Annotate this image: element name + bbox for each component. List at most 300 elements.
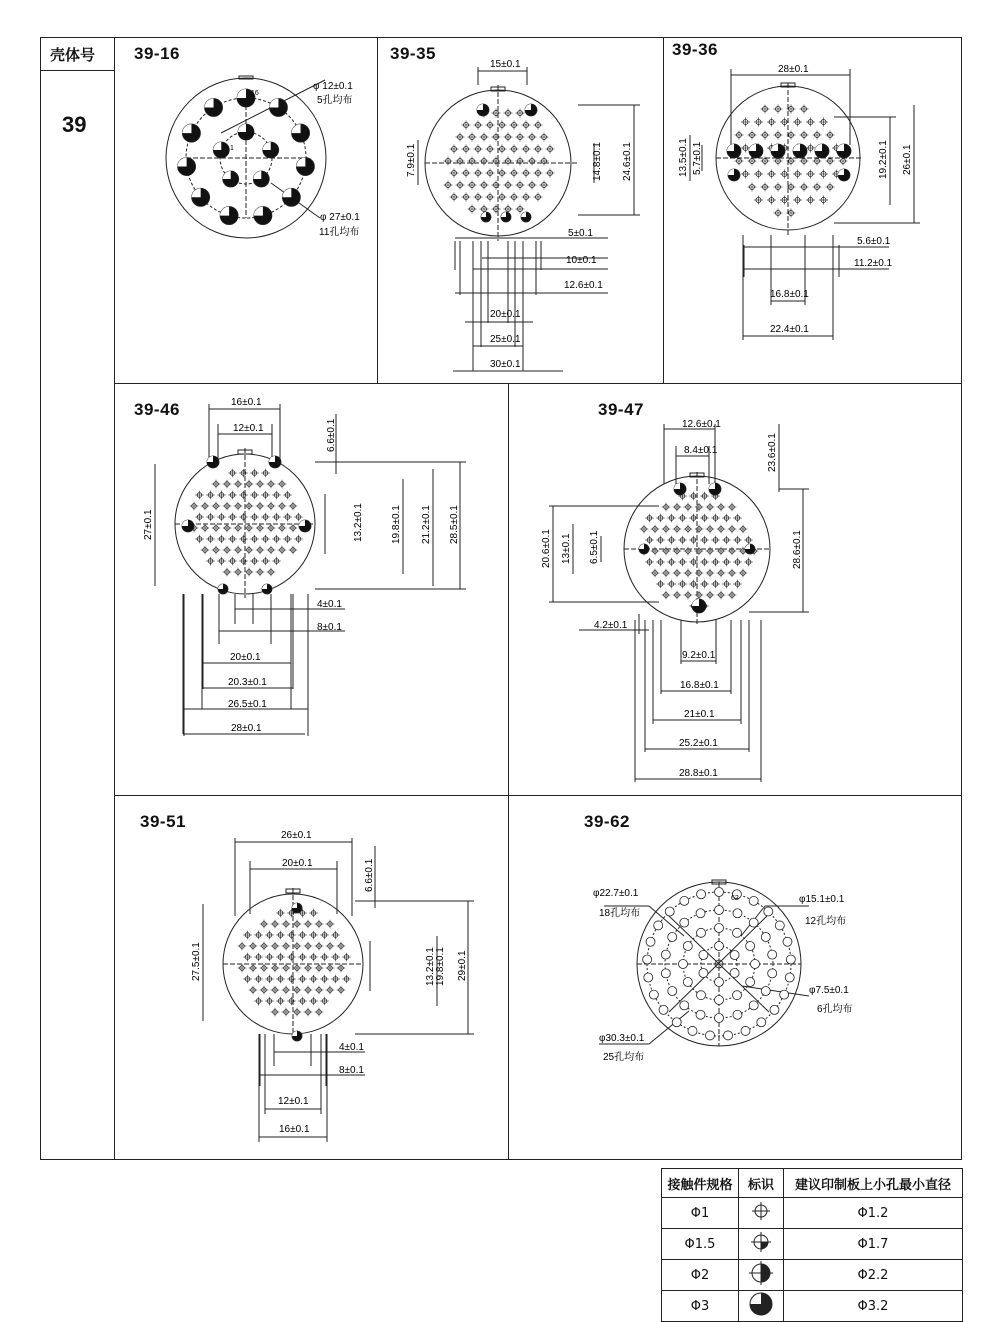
contact-hole	[662, 503, 671, 512]
contact-hole	[645, 514, 654, 523]
contact-hole	[540, 133, 549, 142]
contact-hole	[331, 931, 340, 940]
contact-hole	[269, 99, 287, 117]
contact-hole	[195, 491, 204, 500]
contact-hole	[250, 469, 259, 478]
contact-hole	[269, 456, 281, 468]
contact-hole	[761, 131, 770, 140]
contact-hole	[659, 1005, 668, 1014]
contact-hole	[644, 973, 653, 982]
contact-hole	[695, 503, 704, 512]
contact-hole	[749, 144, 763, 158]
contact-hole	[223, 546, 232, 555]
dim-label: 12.6±0.1	[682, 419, 721, 430]
table-row	[662, 1198, 963, 1229]
contact-hole	[733, 536, 742, 545]
contact-hole	[243, 975, 252, 984]
dim-label: 28±0.1	[231, 723, 262, 734]
contact-hole	[271, 1008, 280, 1017]
contact-hole	[667, 580, 676, 589]
contact-hole	[668, 933, 677, 942]
contact-hole	[697, 890, 706, 899]
contact-hole	[287, 975, 296, 984]
contact-hole	[775, 921, 784, 930]
contact-hole	[695, 547, 704, 556]
contact-hole	[741, 1026, 750, 1035]
contact-hole	[504, 157, 513, 166]
dim-label: 28.6±0.1	[792, 530, 803, 569]
contact-hole	[678, 580, 687, 589]
contact-hole	[722, 580, 731, 589]
contact-hole	[294, 513, 303, 522]
contact-hole	[492, 181, 501, 190]
contact-hole	[267, 524, 276, 533]
contact-hole	[220, 207, 238, 225]
contact-hole	[271, 964, 280, 973]
contact-hole	[774, 131, 783, 140]
contact-symbol-icon	[750, 1231, 772, 1253]
contact-hole	[282, 986, 291, 995]
contact-hole	[223, 502, 232, 511]
contact-hole	[271, 920, 280, 929]
contact-hole	[195, 535, 204, 544]
contact-hole	[516, 205, 525, 214]
dim-label: 20.6±0.1	[541, 529, 552, 568]
contact-hole	[651, 547, 660, 556]
contact-hole	[245, 524, 254, 533]
symbol-cell	[739, 1260, 784, 1291]
contact-hole	[296, 158, 314, 176]
contact-hole	[331, 953, 340, 962]
contact-hole	[256, 546, 265, 555]
contact-hole	[276, 953, 285, 962]
dim-label: 16.8±0.1	[770, 289, 809, 300]
contact-hole	[456, 133, 465, 142]
contact-hole	[444, 181, 453, 190]
contact-hole	[522, 169, 531, 178]
panel-title-39-51: 39-51	[140, 812, 186, 831]
contact-hole	[249, 964, 258, 973]
contact-hole	[287, 953, 296, 962]
dim-label: 25.2±0.1	[679, 738, 718, 749]
contact-hole	[819, 196, 828, 205]
contact-hole	[837, 144, 851, 158]
contact-hole	[522, 121, 531, 130]
contact-hole	[265, 931, 274, 940]
contact-hole	[486, 145, 495, 154]
table-row	[662, 1229, 963, 1260]
contact-hole	[234, 568, 243, 577]
contact-hole	[673, 569, 682, 578]
contact-hole	[309, 997, 318, 1006]
contact-hole	[764, 907, 773, 916]
dim-label: φ30.3±0.1	[599, 1033, 645, 1044]
table-header-row	[662, 1169, 963, 1198]
contact-hole	[206, 491, 215, 500]
contact-hole	[245, 568, 254, 577]
contact-hole	[272, 535, 281, 544]
contact-hole	[813, 183, 822, 192]
contact-hole	[309, 975, 318, 984]
contact-hole	[320, 975, 329, 984]
contact-hole	[292, 1031, 302, 1041]
dim-label: 13.2±0.1	[425, 947, 436, 986]
contact-hole	[528, 133, 537, 142]
dim-label: 20.3±0.1	[228, 677, 267, 688]
contact-hole	[699, 951, 708, 960]
contact-hole	[239, 535, 248, 544]
contact-hole	[178, 158, 196, 176]
header-hole: 建议印制板上小孔最小直径	[784, 1169, 963, 1198]
contact-hole	[320, 931, 329, 940]
contact-hole	[245, 480, 254, 489]
contact-hole	[201, 524, 210, 533]
contact-hole	[645, 558, 654, 567]
contact-hole	[212, 480, 221, 489]
contact-hole	[674, 483, 686, 495]
contact-hole	[486, 169, 495, 178]
contact-hole	[254, 997, 263, 1006]
contact-hole	[256, 502, 265, 511]
dim-label: 28±0.1	[778, 64, 809, 75]
contact-hole	[245, 502, 254, 511]
contact-hole	[450, 169, 459, 178]
dim-label: φ 27±0.1	[320, 212, 360, 223]
contact-hole	[709, 483, 721, 495]
contact-hole	[249, 942, 258, 951]
contact-hole	[667, 514, 676, 523]
contact-hole	[793, 144, 807, 158]
contact-hole	[501, 212, 511, 222]
contact-hole	[212, 502, 221, 511]
contact-hole	[534, 169, 543, 178]
contact-hole	[733, 991, 742, 1000]
contact-hole	[492, 157, 501, 166]
contact-hole	[234, 502, 243, 511]
contact-hole	[540, 181, 549, 190]
contact-hole	[728, 547, 737, 556]
contact-hole	[838, 169, 850, 181]
contact-hole	[649, 990, 658, 999]
contact-hole	[278, 546, 287, 555]
contact-hole	[254, 931, 263, 940]
contact-hole	[673, 547, 682, 556]
contact-hole	[234, 524, 243, 533]
contact-hole	[692, 599, 706, 613]
contact-hole	[684, 547, 693, 556]
contact-hole	[315, 920, 324, 929]
dim-label: 5.7±0.1	[692, 141, 703, 175]
contact-hole	[462, 169, 471, 178]
contact-hole	[761, 987, 770, 996]
contact-hole	[444, 157, 453, 166]
contact-hole	[771, 144, 785, 158]
contact-hole	[748, 131, 757, 140]
contact-hole	[700, 558, 709, 567]
contact-hole	[546, 169, 555, 178]
contact-hole	[534, 121, 543, 130]
panel-title-39-35: 39-35	[390, 44, 436, 63]
contact-hole	[289, 524, 298, 533]
contact-hole	[656, 580, 665, 589]
contact-hole	[212, 524, 221, 533]
dim-label: 27±0.1	[143, 509, 154, 540]
contact-hole	[256, 524, 265, 533]
contact-hole	[715, 888, 724, 897]
contact-hole	[254, 953, 263, 962]
contact-hole	[228, 535, 237, 544]
contact-hole	[711, 514, 720, 523]
hole-cell: Φ3.2	[784, 1291, 963, 1322]
contact-hole	[304, 964, 313, 973]
contact-hole	[700, 580, 709, 589]
contact-hole	[730, 969, 739, 978]
contact-hole	[309, 909, 318, 918]
contact-hole	[654, 921, 663, 930]
contact-hole	[715, 1014, 724, 1023]
contact-hole	[265, 953, 274, 962]
contact-hole	[651, 525, 660, 534]
contact-hole	[250, 535, 259, 544]
dim-label: 8±0.1	[339, 1065, 364, 1076]
contact-hole	[680, 896, 689, 905]
contact-hole	[474, 145, 483, 154]
dim-label: 23.6±0.1	[767, 433, 778, 472]
contact-hole	[456, 157, 465, 166]
contact-hole	[826, 183, 835, 192]
contact-hole	[498, 121, 507, 130]
dim-label: 20±0.1	[282, 858, 313, 869]
contact-hole	[525, 104, 537, 116]
contact-hole	[785, 973, 794, 982]
header-spec: 接触件规格	[662, 1169, 739, 1198]
contact-hole	[217, 513, 226, 522]
contact-hole	[540, 157, 549, 166]
dim-label: 6.5±0.1	[589, 530, 600, 564]
contact-hole	[684, 591, 693, 600]
contact-hole	[182, 520, 194, 532]
contact-hole	[749, 918, 758, 927]
dim-label: 24.6±0.1	[622, 142, 633, 181]
contact-hole	[793, 170, 802, 179]
contact-hole	[741, 170, 750, 179]
contact-hole	[667, 536, 676, 545]
contact-hole	[250, 513, 259, 522]
contact-hole	[309, 953, 318, 962]
contact-hole	[739, 569, 748, 578]
contact-hole	[239, 557, 248, 566]
contact-hole	[250, 491, 259, 500]
contact-hole	[315, 1008, 324, 1017]
contact-hole	[320, 997, 329, 1006]
dim-label: 26±0.1	[902, 144, 913, 175]
connector-39-51	[115, 796, 508, 1160]
contact-hole	[673, 503, 682, 512]
contact-hole	[745, 544, 755, 554]
contact-hole	[217, 535, 226, 544]
header-symbol: 标识	[739, 1169, 784, 1198]
contact-hole	[722, 514, 731, 523]
contact-hole	[267, 480, 276, 489]
contact-hole	[643, 955, 652, 964]
symbol-cell	[739, 1229, 784, 1260]
contact-hole	[304, 1008, 313, 1017]
dim-label: 29±0.1	[457, 950, 468, 981]
contact-hole	[717, 569, 726, 578]
contact-hole	[477, 104, 489, 116]
contact-hole	[462, 145, 471, 154]
contact-hole	[342, 953, 351, 962]
contact-hole	[234, 480, 243, 489]
contact-hole	[498, 169, 507, 178]
contact-hole	[767, 170, 776, 179]
contact-hole	[722, 536, 731, 545]
spec-cell: Φ1.5	[662, 1229, 739, 1260]
contact-hole	[293, 920, 302, 929]
contact-hole	[223, 568, 232, 577]
contact-hole	[700, 536, 709, 545]
connector-39-46	[115, 384, 508, 795]
dim-label: 28.5±0.1	[449, 505, 460, 544]
contact-hole	[304, 920, 313, 929]
contact-hole	[639, 544, 649, 554]
contact-hole	[706, 591, 715, 600]
contact-hole	[462, 193, 471, 202]
contact-spec-table	[661, 1168, 963, 1322]
contact-hole	[217, 557, 226, 566]
contact-hole	[761, 183, 770, 192]
contact-hole	[689, 492, 698, 501]
contact-hole	[326, 986, 335, 995]
contact-hole	[728, 525, 737, 534]
dim-label: 7.9±0.1	[406, 143, 417, 177]
spec-cell: Φ2	[662, 1260, 739, 1291]
contact-hole	[696, 909, 705, 918]
contact-hole	[741, 118, 750, 127]
dim-label: 12孔均布	[805, 916, 847, 927]
contact-hole	[656, 514, 665, 523]
contact-hole	[695, 569, 704, 578]
contact-hole	[528, 181, 537, 190]
contact-hole	[278, 502, 287, 511]
contact-hole	[668, 987, 677, 996]
contact-hole	[260, 964, 269, 973]
contact-hole	[282, 942, 291, 951]
contact-hole	[480, 157, 489, 166]
contact-hole	[806, 170, 815, 179]
dim-label: 26±0.1	[281, 830, 312, 841]
dim-label: 21±0.1	[684, 709, 715, 720]
contact-hole	[640, 525, 649, 534]
contact-hole	[261, 469, 270, 478]
contact-hole	[757, 1018, 766, 1027]
contact-hole	[326, 920, 335, 929]
contact-hole	[684, 525, 693, 534]
contact-hole	[516, 157, 525, 166]
dim-label: 10±0.1	[566, 255, 597, 266]
contact-hole	[735, 131, 744, 140]
contact-symbol-icon	[749, 1261, 773, 1285]
dim-label: 20±0.1	[490, 309, 521, 320]
contact-hole	[260, 986, 269, 995]
dim-label: 8.4±0.1	[684, 445, 718, 456]
contact-hole	[282, 188, 300, 206]
contact-hole	[751, 960, 760, 969]
spec-cell: Φ3	[662, 1291, 739, 1322]
shell-number-label: 壳体号	[50, 46, 96, 64]
contact-hole	[667, 558, 676, 567]
contact-hole	[238, 964, 247, 973]
contact-hole	[534, 145, 543, 154]
contact-hole	[271, 986, 280, 995]
contact-hole	[293, 1008, 302, 1017]
symbol-cell	[739, 1198, 784, 1229]
contact-hole	[767, 196, 776, 205]
panel-title-39-16: 39-16	[134, 44, 180, 63]
contact-hole	[261, 557, 270, 566]
contact-hole	[234, 546, 243, 555]
contact-hole	[326, 964, 335, 973]
contact-hole	[342, 975, 351, 984]
contact-hole	[688, 1026, 697, 1035]
contact-hole	[190, 502, 199, 511]
contact-hole	[206, 535, 215, 544]
dim-label: 19.2±0.1	[878, 140, 889, 179]
contact-hole	[516, 181, 525, 190]
contact-hole	[462, 121, 471, 130]
contact-hole	[283, 535, 292, 544]
contact-hole	[826, 131, 835, 140]
contact-hole	[662, 569, 671, 578]
contact-hole	[826, 157, 835, 166]
pin-label: 16	[251, 90, 259, 97]
contact-hole	[715, 942, 724, 951]
contact-hole	[238, 124, 254, 140]
contact-hole	[728, 591, 737, 600]
contact-hole	[522, 193, 531, 202]
contact-hole	[498, 193, 507, 202]
contact-hole	[278, 480, 287, 489]
contact-hole	[283, 491, 292, 500]
contact-hole	[195, 513, 204, 522]
contact-hole	[697, 991, 706, 1000]
dim-label: 9.2±0.1	[682, 650, 716, 661]
contact-hole	[504, 133, 513, 142]
contact-hole	[730, 951, 739, 960]
contact-hole	[770, 1005, 779, 1014]
contact-hole	[516, 109, 525, 118]
contact-hole	[265, 997, 274, 1006]
dim-label: 4±0.1	[339, 1042, 364, 1053]
contact-hole	[245, 546, 254, 555]
contact-hole	[320, 953, 329, 962]
contact-hole	[254, 975, 263, 984]
contact-hole	[243, 931, 252, 940]
dim-label: 4±0.1	[317, 599, 342, 610]
contact-hole	[201, 546, 210, 555]
dim-label: 16±0.1	[279, 1124, 310, 1135]
contact-hole	[813, 131, 822, 140]
contact-hole	[315, 964, 324, 973]
contact-hole	[534, 193, 543, 202]
contact-hole	[292, 903, 302, 913]
dim-label: 6孔均布	[817, 1004, 853, 1015]
contact-hole	[253, 171, 269, 187]
contact-hole	[239, 513, 248, 522]
contact-hole	[683, 942, 692, 951]
contact-hole	[239, 491, 248, 500]
contact-hole	[711, 536, 720, 545]
